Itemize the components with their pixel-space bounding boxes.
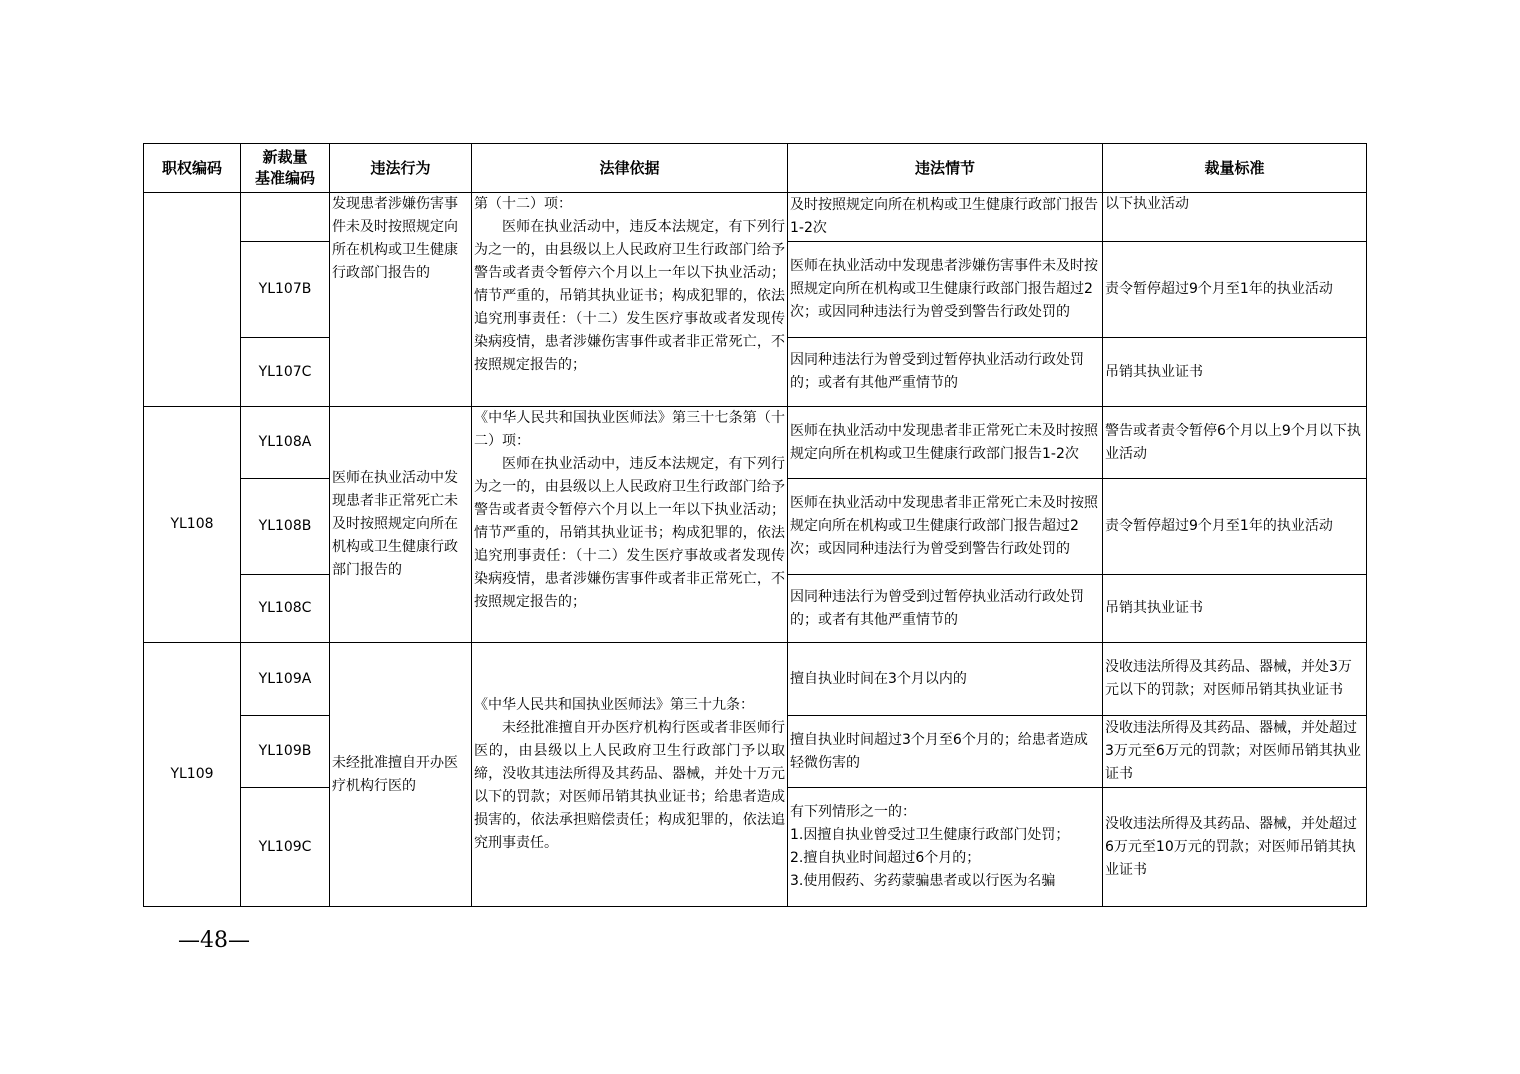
standard-cell: 没收违法所得及其药品、器械，并处3万元以下的罚款；对医师吊销其执业证书 [1103, 643, 1367, 716]
legal-basis-cell: 《中华人民共和国执业医师法》第三十九条： 未经批准擅自开办医疗机构行医或者非医师行医的，由县级以上人民政府卫生行政部门予以取缔，没收其违法所得及其药品、器械，并处十万元以下的罚款；对医师吊销其执业证书；给患者造成损害的，依法承担赔偿责任；构成犯罪的，依法追究刑事责任。 [472, 643, 788, 907]
header-violation: 违法行为 [330, 144, 472, 193]
violation-cell: 医师在执业活动中发现患者非正常死亡未及时按照规定向所在机构或卫生健康行政部门报告的 [330, 407, 472, 643]
header-legal-basis: 法律依据 [472, 144, 788, 193]
standard-code-cell: YL108C [241, 575, 330, 643]
standard-code-cell: YL109C [241, 788, 330, 907]
circumstance-cell: 因同种违法行为曾受到过暂停执业活动行政处罚的；或者有其他严重情节的 [788, 338, 1103, 407]
table-header-row [144, 144, 1367, 193]
table-row [144, 407, 1367, 479]
standard-cell: 以下执业活动 [1103, 193, 1367, 242]
violation-cell: 未经批准擅自开办医疗机构行医的 [330, 643, 472, 907]
table-row [144, 643, 1367, 716]
circumstance-cell: 因同种违法行为曾受到过暂停执业活动行政处罚的；或者有其他严重情节的 [788, 575, 1103, 643]
circumstance-cell: 及时按照规定向所在机构或卫生健康行政部门报告1-2次 [788, 193, 1103, 242]
standard-code-cell: YL107B [241, 242, 330, 338]
page-number: —48— [178, 928, 250, 953]
circumstance-cell: 医师在执业活动中发现患者涉嫌伤害事件未及时按照规定向所在机构或卫生健康行政部门报告超过2次；或因同种违法行为曾受到警告行政处罚的 [788, 242, 1103, 338]
legal-basis-cell: 《中华人民共和国执业医师法》第三十七条第（十二）项： 医师在执业活动中，违反本法规定，有下列行为之一的，由县级以上人民政府卫生行政部门给予警告或者责令暂停六个月以上一年以下执业活动；情节严重的，吊销其执业证书；构成犯罪的，依法追究刑事责任：（十二）发生医疗事故或者发现传染病疫情，患者涉嫌伤害事件或者非正常死亡，不按照规定报告的； [472, 407, 788, 643]
standard-cell: 警告或者责令暂停6个月以上9个月以下执业活动 [1103, 407, 1367, 479]
legal-basis-cell: 第（十二）项： 医师在执业活动中，违反本法规定，有下列行为之一的，由县级以上人民政府卫生行政部门给予警告或者责令暂停六个月以上一年以下执业活动；情节严重的，吊销其执业证书；构成犯罪的，依法追究刑事责任：（十二）发生医疗事故或者发现传染病疫情，患者涉嫌伤害事件或者非正常死亡，不按照规定报告的； [472, 193, 788, 407]
standard-code-cell: YL108B [241, 479, 330, 575]
standard-cell: 没收违法所得及其药品、器械，并处超过3万元至6万元的罚款；对医师吊销其执业证书 [1103, 716, 1367, 788]
header-new-standard-code: 新裁量 基准编码 [241, 144, 330, 193]
header-standard: 裁量标准 [1103, 144, 1367, 193]
standard-code-cell [241, 193, 330, 242]
discretion-standards-table [143, 143, 1367, 907]
table-row [144, 193, 1367, 242]
header-authority-code: 职权编码 [144, 144, 241, 193]
standard-code-cell: YL109B [241, 716, 330, 788]
circumstance-cell: 有下列情形之一的： 1.因擅自执业曾受过卫生健康行政部门处罚； 2.擅自执业时间超过6个月的； 3.使用假药、劣药蒙骗患者或以行医为名骗 [788, 788, 1103, 907]
standard-cell: 吊销其执业证书 [1103, 575, 1367, 643]
standard-cell: 吊销其执业证书 [1103, 338, 1367, 407]
standard-cell: 责令暂停超过9个月至1年的执业活动 [1103, 242, 1367, 338]
authority-code-cell: YL108 [144, 407, 241, 643]
standard-code-cell: YL107C [241, 338, 330, 407]
header-circumstance: 违法情节 [788, 144, 1103, 193]
standard-code-cell: YL108A [241, 407, 330, 479]
authority-code-cell: YL109 [144, 643, 241, 907]
circumstance-cell: 擅自执业时间在3个月以内的 [788, 643, 1103, 716]
circumstance-cell: 擅自执业时间超过3个月至6个月的；给患者造成轻微伤害的 [788, 716, 1103, 788]
standard-code-cell: YL109A [241, 643, 330, 716]
standard-cell: 责令暂停超过9个月至1年的执业活动 [1103, 479, 1367, 575]
violation-cell: 发现患者涉嫌伤害事件未及时按照规定向所在机构或卫生健康行政部门报告的 [330, 193, 472, 407]
standard-cell: 没收违法所得及其药品、器械，并处超过6万元至10万元的罚款；对医师吊销其执业证书 [1103, 788, 1367, 907]
circumstance-cell: 医师在执业活动中发现患者非正常死亡未及时按照规定向所在机构或卫生健康行政部门报告1-2次 [788, 407, 1103, 479]
circumstance-cell: 医师在执业活动中发现患者非正常死亡未及时按照规定向所在机构或卫生健康行政部门报告超过2次；或因同种违法行为曾受到警告行政处罚的 [788, 479, 1103, 575]
authority-code-cell [144, 193, 241, 407]
